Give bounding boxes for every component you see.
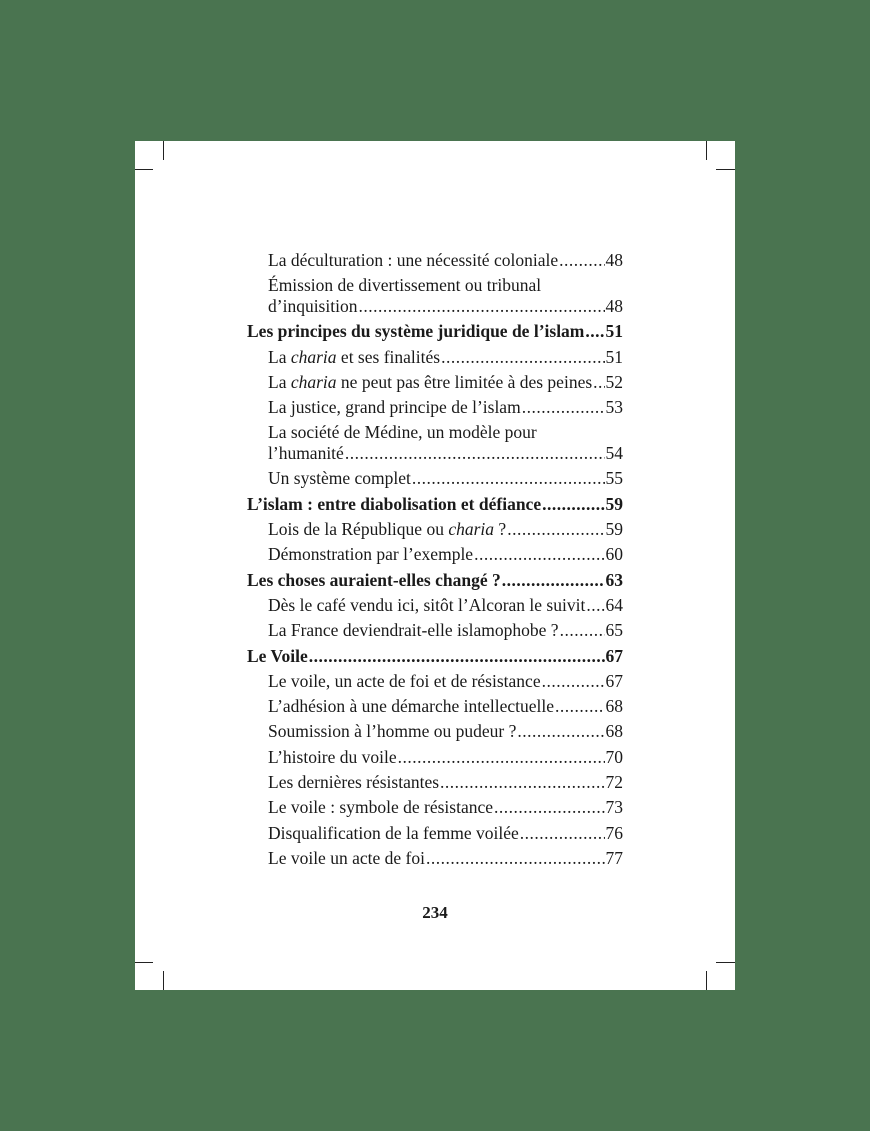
toc-page-number: 65 <box>605 620 623 641</box>
toc-title-part: Disqualification de la femme voilée <box>268 822 519 843</box>
toc-entry-title <box>268 821 519 846</box>
toc-entry <box>247 345 623 370</box>
toc-entry <box>247 517 623 542</box>
toc-page-number: 59 <box>605 519 623 540</box>
dot-leader <box>542 669 605 694</box>
dot-leader <box>559 248 604 273</box>
toc-title-part: La société de Médine, un modèle pour <box>268 422 537 443</box>
dot-leader <box>440 770 604 795</box>
toc-entry-title <box>268 542 473 567</box>
toc-page-number: 51 <box>605 321 623 342</box>
toc-entry-title <box>247 568 501 593</box>
toc-page-number: 68 <box>605 696 623 717</box>
toc-title-part: ? <box>494 519 507 540</box>
toc-entry <box>247 422 623 443</box>
toc-page-number: 70 <box>605 746 623 767</box>
page-number: 234 <box>422 903 448 922</box>
dot-leader <box>309 644 605 669</box>
toc-entry <box>247 644 623 669</box>
toc-page-number: 64 <box>605 594 623 615</box>
toc-entry <box>247 370 623 395</box>
toc-entry <box>247 846 623 871</box>
toc-title-part: Un système complet <box>268 468 411 489</box>
dot-leader <box>593 370 604 395</box>
toc-entry <box>247 618 623 643</box>
toc-title-part: Les choses auraient-elles changé ? <box>247 569 501 590</box>
toc-title-part: Les principes du système juridique de l’islam <box>247 321 585 342</box>
toc-entry <box>247 719 623 744</box>
dot-leader <box>520 821 605 846</box>
toc-entry <box>247 669 623 694</box>
toc-title-part: Démonstration par l’exemple <box>268 544 474 565</box>
dot-leader <box>517 719 604 744</box>
toc-entry <box>247 568 623 593</box>
toc-title-part: L’adhésion à une démarche intellectuelle <box>268 696 555 717</box>
dot-leader <box>426 846 605 871</box>
toc-entry-title <box>268 669 541 694</box>
toc-entry-title <box>268 745 397 770</box>
toc-entry <box>247 770 623 795</box>
toc-entry <box>247 821 623 846</box>
toc-title-part: Le voile, un acte de foi et de résistance <box>268 670 541 691</box>
toc-entry <box>247 466 623 491</box>
toc-page-number: 48 <box>605 250 623 270</box>
toc-title-part: ne peut pas être limitée à des peines <box>336 371 593 392</box>
toc-entry <box>247 248 623 273</box>
crop-mark <box>716 169 735 170</box>
toc-title-part: Émission de divertissement ou tribunal <box>268 275 542 296</box>
toc-page-number: 68 <box>605 721 623 742</box>
toc-title-part: Le voile : symbole de résistance <box>268 797 493 818</box>
toc-title-part: charia <box>290 346 337 367</box>
dot-leader <box>345 443 605 464</box>
toc-entry-title <box>268 517 506 542</box>
toc-title-part: charia <box>448 519 495 540</box>
toc-title-part: Soumission à l’homme ou pudeur ? <box>268 721 517 742</box>
toc-entry-title <box>247 492 541 517</box>
toc-entry-title <box>268 694 554 719</box>
dot-leader <box>522 395 605 420</box>
toc-page-number: 60 <box>605 544 623 565</box>
toc-title-part: Lois de la République ou <box>268 519 449 540</box>
crop-mark <box>135 962 153 963</box>
toc-title-part: La déculturation : une nécessité coloniale <box>268 250 559 270</box>
crop-mark <box>135 169 153 170</box>
dot-leader <box>494 795 605 820</box>
toc-title-part: La France deviendrait-elle islamophobe ? <box>268 620 559 641</box>
toc-page-number: 67 <box>605 670 623 691</box>
toc-page-number: 63 <box>605 569 623 590</box>
toc-entry-title <box>268 422 537 443</box>
dot-leader <box>542 492 604 517</box>
toc-entry <box>247 395 623 420</box>
dot-leader <box>555 694 604 719</box>
toc-entry-title <box>268 846 425 871</box>
toc-entry-title <box>268 719 516 744</box>
toc-page-number: 72 <box>605 772 623 793</box>
toc-entry <box>247 542 623 567</box>
toc-entry-title <box>268 466 411 491</box>
toc-page-number: 67 <box>605 645 623 666</box>
toc-entry-title-cont: l’humanité <box>268 443 344 464</box>
dot-leader <box>502 568 605 593</box>
dot-leader <box>474 542 604 567</box>
toc-title-part: La <box>268 371 291 392</box>
toc-entry-title <box>268 770 439 795</box>
crop-mark <box>706 971 707 990</box>
toc-entry <box>247 275 623 296</box>
toc-entry <box>247 745 623 770</box>
dot-leader <box>412 466 605 491</box>
toc-entry-title <box>268 795 493 820</box>
crop-mark <box>163 141 164 160</box>
toc-entry <box>247 319 623 344</box>
toc-entry-title <box>247 319 584 344</box>
toc-entry <box>247 795 623 820</box>
toc-page-number: 48 <box>605 296 623 317</box>
dot-leader <box>358 296 604 317</box>
toc-title-part: Le Voile <box>247 645 308 666</box>
toc-entry-title <box>268 345 440 370</box>
toc-entry-title-cont: d’inquisition <box>268 296 358 317</box>
toc-page-number: 53 <box>605 397 623 418</box>
toc-page-number: 52 <box>605 371 623 392</box>
dot-leader <box>585 319 604 344</box>
toc-entry-title <box>268 593 585 618</box>
toc-entry-continuation <box>247 443 623 466</box>
toc-page-number: 51 <box>605 346 623 367</box>
crop-mark <box>706 141 707 160</box>
toc-entry-title <box>268 275 541 296</box>
toc-title-part: Dès le café vendu ici, sitôt l’Alcoran le suivit <box>268 594 586 615</box>
toc-entry-title <box>268 618 559 643</box>
toc-title-part: Les dernières résistantes <box>268 772 440 793</box>
toc-page-number: 76 <box>605 822 623 843</box>
toc-title-part: La justice, grand principe de l’islam <box>268 397 521 418</box>
toc-title-part: L’islam : entre diabolisation et défiance <box>247 493 542 514</box>
toc-page-number: 77 <box>605 847 623 868</box>
toc-title-part: La <box>268 346 291 367</box>
toc-title-part: L’histoire du voile <box>268 746 397 767</box>
dot-leader <box>441 345 604 370</box>
dot-leader <box>560 618 605 643</box>
toc-page-number: 59 <box>605 493 623 514</box>
table-of-contents <box>247 248 623 871</box>
toc-title-part: charia <box>290 371 337 392</box>
dot-leader <box>507 517 604 542</box>
toc-entry-title <box>268 370 592 395</box>
toc-title-part: Le voile un acte de foi <box>268 847 425 868</box>
toc-page-number: 54 <box>605 443 623 464</box>
toc-entry <box>247 694 623 719</box>
toc-entry-title <box>268 248 558 273</box>
toc-entry-continuation <box>247 296 623 319</box>
toc-entry-title <box>268 395 521 420</box>
dot-leader <box>586 593 604 618</box>
toc-entry <box>247 593 623 618</box>
crop-mark <box>716 962 735 963</box>
toc-entry-title <box>247 644 308 669</box>
toc-page-number: 73 <box>605 797 623 818</box>
dot-leader <box>398 745 605 770</box>
toc-page-number: 55 <box>605 468 623 489</box>
toc-entry <box>247 492 623 517</box>
crop-mark <box>163 971 164 990</box>
toc-title-part: et ses finalités <box>336 346 441 367</box>
